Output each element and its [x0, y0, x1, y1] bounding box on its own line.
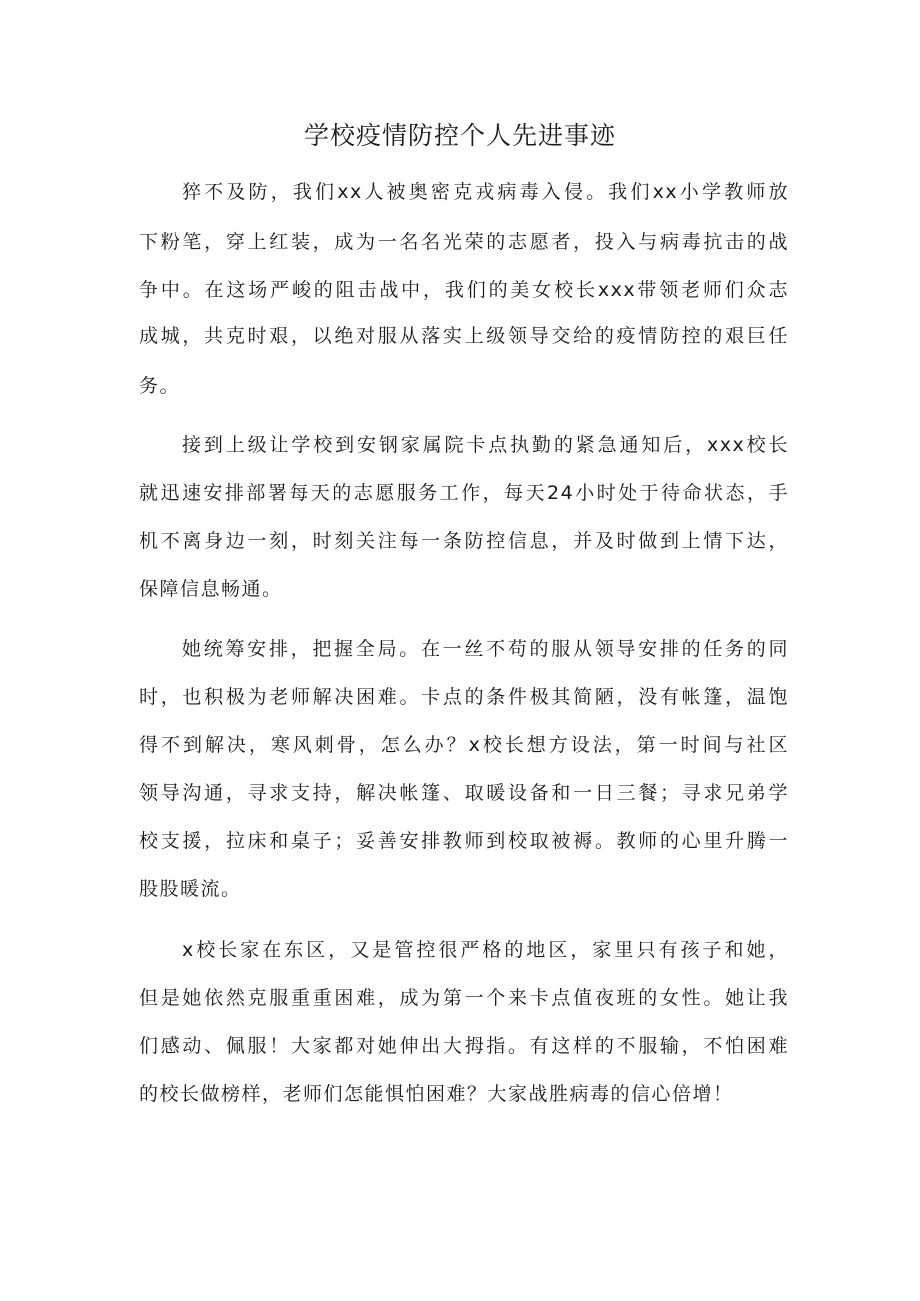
paragraph-3-line-5: 校支援，拉床和桌子；妥善安排教师到校取被褥。教师的心里升腾一 — [139, 830, 789, 852]
paragraph-1-line-1: 猝不及防，我们xx人被奥密克戎病毒入侵。我们xx小学教师放 — [182, 181, 789, 203]
paragraph-1-line-3: 争中。在这场严峻的阻击战中，我们的美女校长xxx带领老师们众志 — [139, 279, 789, 301]
paragraph-4-line-4: 的校长做榜样，老师们怎能惧怕困难？大家战胜病毒的信心倍增！ — [139, 1083, 734, 1105]
paragraph-3-line-4: 领导沟通，寻求支持，解决帐篷、取暖设备和一日三餐；寻求兄弟学 — [139, 782, 789, 804]
paragraph-2-line-1: 接到上级让学校到安钢家属院卡点执勤的紧急通知后，xxx校长 — [182, 434, 789, 456]
paragraph-4-line-1: x校长家在东区，又是管控很严格的地区，家里只有孩子和她， — [182, 939, 789, 961]
paragraph-3-line-2: 时，也积极为老师解决困难。卡点的条件极其简陋，没有帐篷，温饱 — [139, 686, 789, 708]
paragraph-3-line-6: 股股暖流。 — [139, 878, 242, 900]
paragraph-1-line-4: 成城，共克时艰，以绝对服从落实上级领导交给的疫情防控的艰巨任 — [139, 325, 789, 347]
paragraph-2-line-3: 机不离身边一刻，时刻关注每一条防控信息，并及时做到上情下达， — [139, 530, 789, 552]
paragraph-2-line-2: 就迅速安排部署每天的志愿服务工作，每天24小时处于待命状态，手 — [139, 482, 789, 504]
paragraph-1-line-5: 务。 — [139, 375, 181, 397]
paragraph-2-line-4: 保障信息畅通。 — [139, 578, 283, 600]
paragraph-1-line-2: 下粉笔，穿上红装，成为一名名光荣的志愿者，投入与病毒抗击的战 — [139, 231, 789, 253]
paragraph-4-line-3: 们感动、佩服！大家都对她伸出大拇指。有这样的不服输，不怕困难 — [139, 1035, 789, 1057]
paragraph-4-line-2: 但是她依然克服重重困难，成为第一个来卡点值夜班的女性。她让我 — [139, 987, 789, 1009]
document-title: 学校疫情防控个人先进事迹 — [303, 121, 616, 150]
paragraph-3-line-1: 她统筹安排，把握全局。在一丝不苟的服从领导安排的任务的同 — [182, 638, 789, 660]
paragraph-3-line-3: 得不到解决，寒风刺骨，怎么办？x校长想方设法，第一时间与社区 — [139, 734, 789, 756]
